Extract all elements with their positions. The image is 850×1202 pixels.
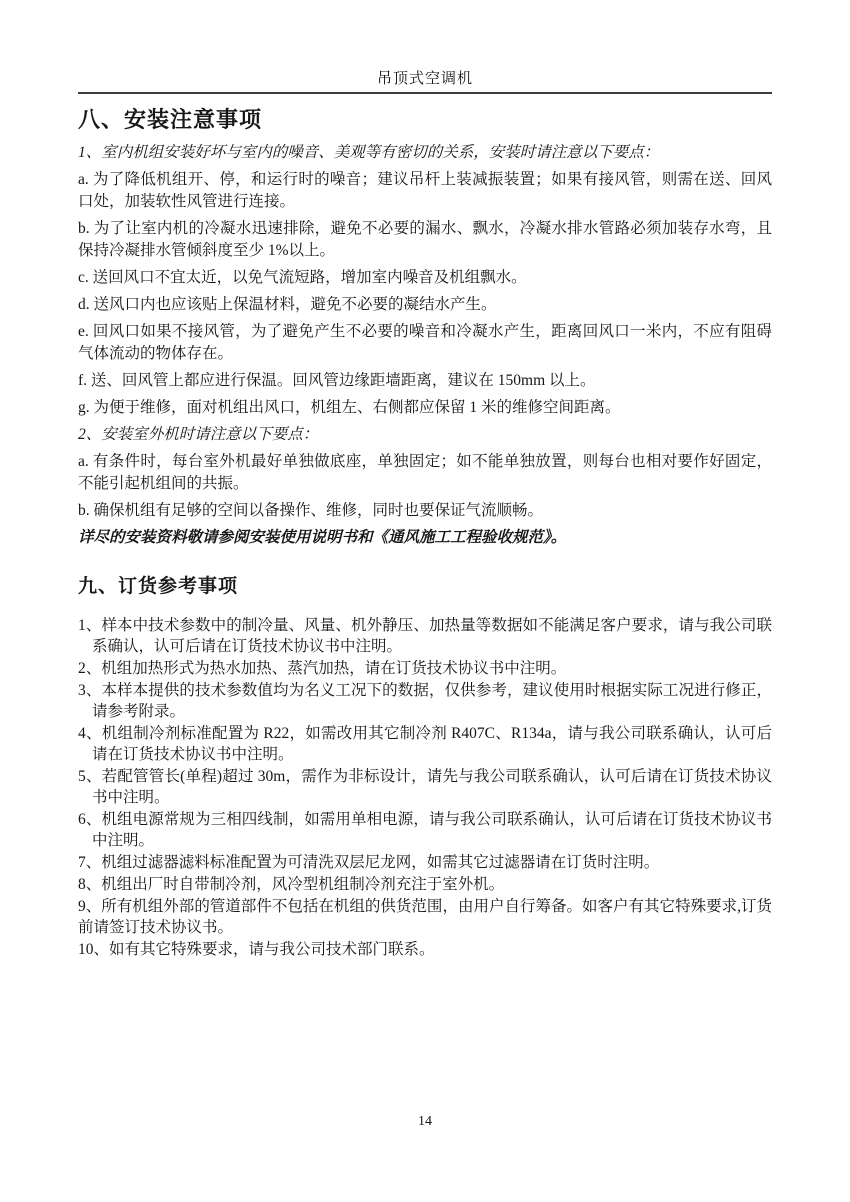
section8-outdoor-item-b: b. 确保机组有足够的空间以备操作、维修，同时也要保证气流顺畅。 [78,502,544,519]
page-header [0,0,850,94]
page-number: 14 [418,1114,432,1129]
section8-intro-indoor: 1、室内机组安装好坏与室内的噪音、美观等有密切的关系，安装时请注意以下要点： [78,144,660,161]
section8-item-a: a. 为了降低机组开、停，和运行时的噪音；建议吊杆上装减振装置；如果有接风管，则需在送、回风口处，加装软性风管进行连接。 [78,171,772,210]
section9-item-4: 4、机组制冷剂标准配置为 R22，如需改用其它制冷剂 R407C、R134a，请与我公司联系确认，认可后请在订货技术协议书中注明。 [78,725,772,763]
section8-item-e: e. 回风口如果不接风管，为了避免产生不必要的噪音和冷凝水产生，距离回风口一米内，不应有阻碍气体流动的物体存在。 [78,323,772,362]
section8-item-g: g. 为便于维修，面对机组出风口，机组左、右侧都应保留 1 米的维修空间距离。 [78,399,621,416]
section8-intro-outdoor: 2、安装室外机时请注意以下要点： [78,426,319,443]
section8-outdoor-item-a: a. 有条件时，每台室外机最好单独做底座，单独固定；如不能单独放置，则每台也相对要作好固定，不能引起机组间的共振。 [78,453,772,492]
section9-item-1: 1、样本中技术参数中的制冷量、风量、机外静压、加热量等数据如不能满足客户要求，请与我公司联系确认，认可后请在订货技术协议书中注明。 [78,617,772,655]
section9-title: 九、订货参考事项 [78,576,239,597]
section9-item-6: 6、机组电源常规为三相四线制，如需用单相电源，请与我公司联系确认，认可后请在订货技术协议书中注明。 [78,811,772,849]
page-footer [0,1114,850,1130]
header-divider [78,92,772,94]
section8-item-f: f. 送、回风管上都应进行保温。回风管边缘距墙距离，建议在 150mm 以上。 [78,372,596,389]
section9-item-5: 5、若配管管长(单程)超过 30m，需作为非标设计，请先与我公司联系确认，认可后请在订货技术协议书中注明。 [78,768,772,806]
section9-item-10: 10、如有其它特殊要求，请与我公司技术部门联系。 [78,941,435,958]
section9-item-7: 7、机组过滤器滤料标准配置为可清洗双层尼龙网，如需其它过滤器请在订货时注明。 [78,854,660,871]
header-title: 吊顶式空调机 [376,71,473,87]
section9-item-9: 9、所有机组外部的管道部件不包括在机组的供货范围，由用户自行筹备。如客户有其它特殊要求,订货前请签订技术协议书。 [78,898,772,936]
section9-item-8: 8、机组出厂时自带制冷剂，风冷型机组制冷剂充注于室外机。 [78,876,505,893]
section8-title: 八、安装注意事项 [78,107,263,132]
page-content [78,107,772,960]
section9-list [78,615,772,960]
section8-item-c: c. 送回风口不宜太近，以免气流短路，增加室内噪音及机组飘水。 [78,269,527,286]
installation-reference-note: 详尽的安装资料敬请参阅安装使用说明书和《通风施工工程验收规范》。 [78,529,567,546]
section9-item-3: 3、本样本提供的技术参数值均为名义工况下的数据，仅供参考，建议使用时根据实际工况进行修正，请参考附录。 [78,682,772,720]
section9-item-2: 2、机组加热形式为热水加热、蒸汽加热，请在订货技术协议书中注明。 [78,660,567,677]
section8-item-b: b. 为了让室内机的冷凝水迅速排除，避免不必要的漏水、飘水，冷凝水排水管路必须加装存水弯，且保持冷凝排水管倾斜度至少 1%以上。 [78,220,772,259]
section8-item-d: d. 送风口内也应该贴上保温材料，避免不必要的凝结水产生。 [78,296,497,313]
